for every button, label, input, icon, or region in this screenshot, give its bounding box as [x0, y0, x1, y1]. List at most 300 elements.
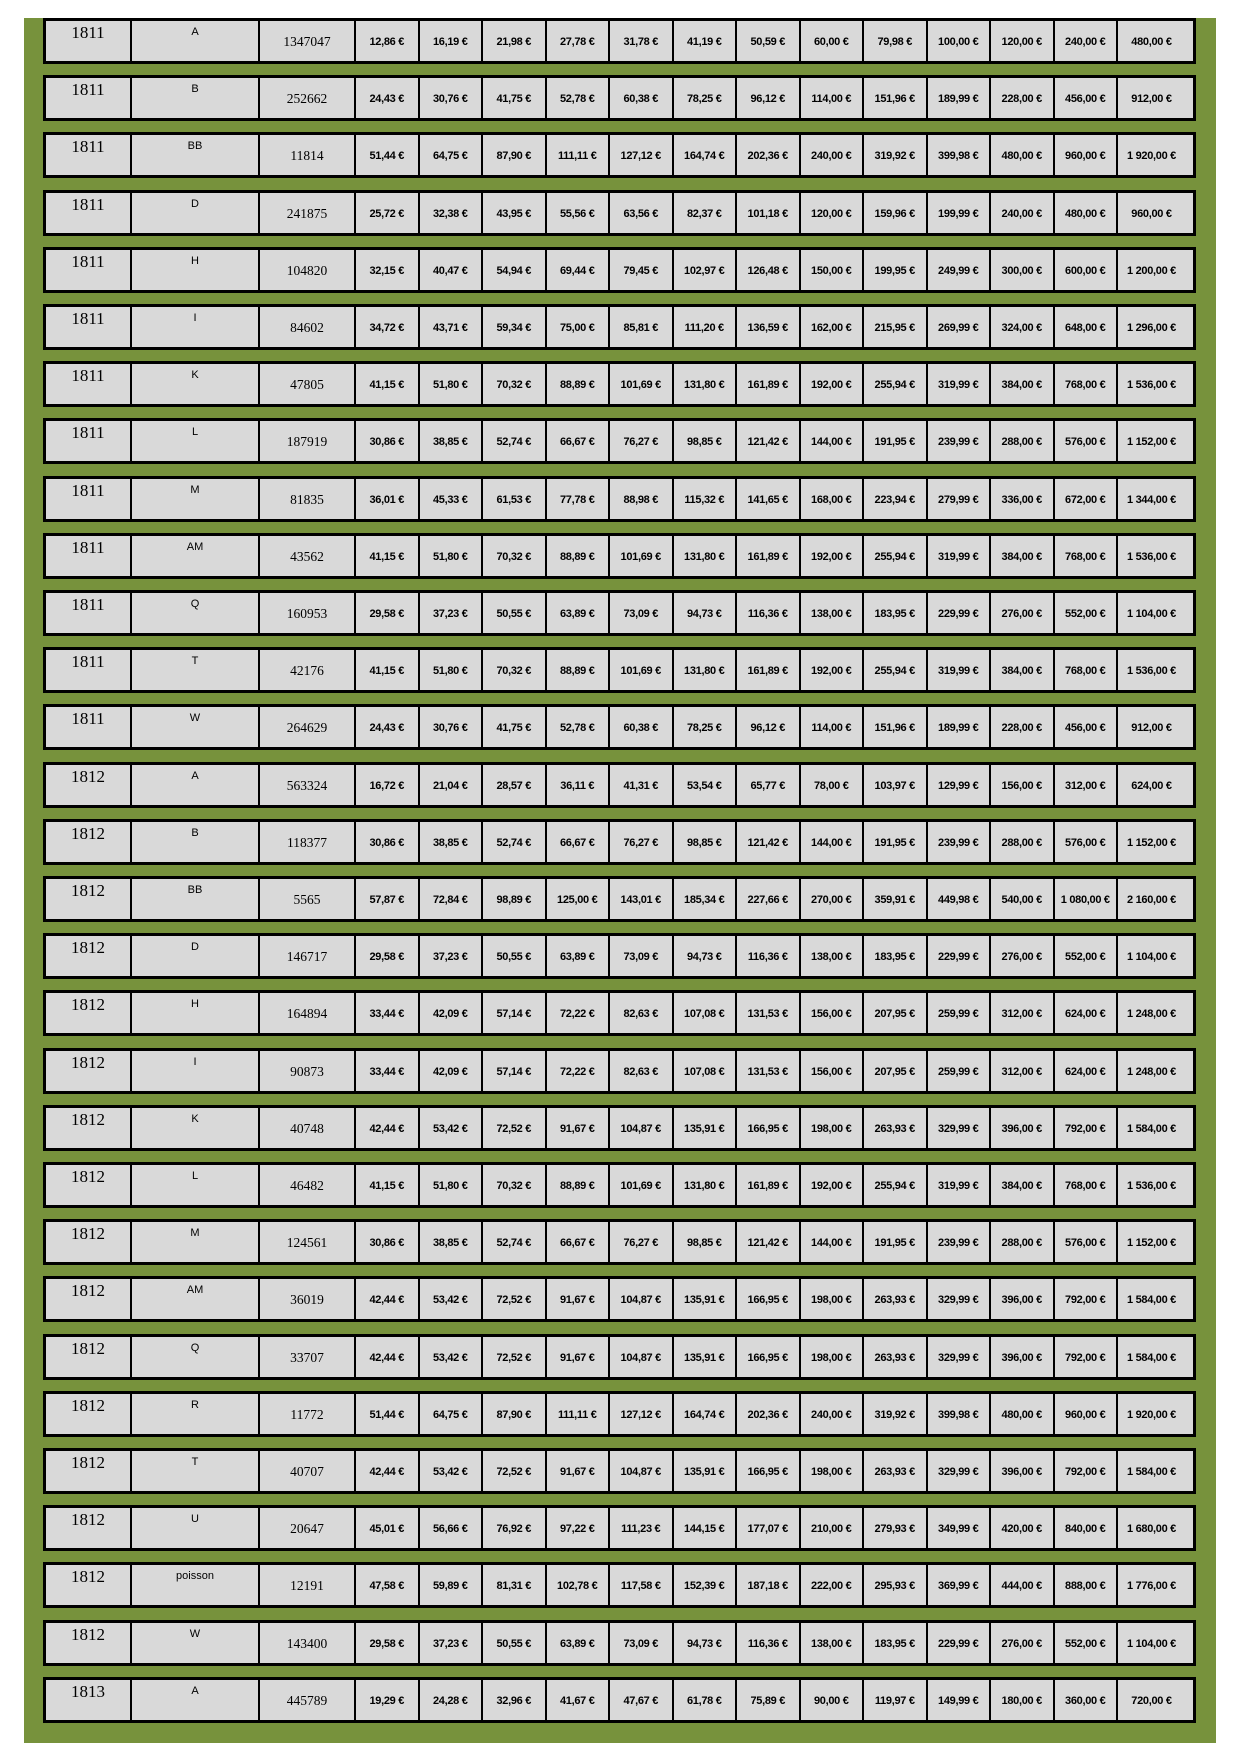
price-cell: 144,00 € [801, 822, 865, 862]
price-cell: 53,42 € [420, 1108, 484, 1148]
price-cell: 888,00 € [1055, 1565, 1119, 1605]
price-cell: 183,95 € [864, 1623, 928, 1663]
price-cell: 50,55 € [483, 1623, 547, 1663]
price-cell: 69,44 € [547, 250, 611, 290]
mint-mark-cell: T [132, 650, 260, 690]
price-cell: 88,89 € [547, 1165, 611, 1205]
price-cell: 101,69 € [610, 364, 674, 404]
price-cell: 144,00 € [801, 421, 865, 461]
price-cell: 384,00 € [991, 650, 1055, 690]
price-cell: 192,00 € [801, 1165, 865, 1205]
table-row [43, 418, 1196, 464]
price-cell: 792,00 € [1055, 1279, 1119, 1319]
price-cell: 103,97 € [864, 765, 928, 805]
price-cell: 319,92 € [864, 135, 928, 175]
price-cell: 2 160,00 € [1127, 894, 1176, 906]
price-cell: 1 152,00 € [1127, 1237, 1176, 1249]
price-cell: 384,00 € [991, 536, 1055, 576]
mint-mark-cell: T [132, 1451, 260, 1491]
price-cell: 164,74 € [674, 1394, 738, 1434]
price-cell: 228,00 € [991, 78, 1055, 118]
price-cell: 21,98 € [483, 21, 547, 61]
price-cell: 149,99 € [928, 1680, 992, 1720]
price-cell: 87,90 € [483, 1394, 547, 1434]
mint-mark-cell: D [132, 936, 260, 976]
price-cell: 336,00 € [991, 479, 1055, 519]
year-cell: 1813 [46, 1680, 132, 1720]
price-cell: 61,78 € [674, 1680, 738, 1720]
price-cell: 51,80 € [420, 1165, 484, 1205]
price-cell: 131,80 € [674, 536, 738, 576]
price-cell: 19,29 € [356, 1680, 420, 1720]
price-cell: 1 584,00 € [1127, 1123, 1176, 1135]
mintage-cell: 5565 [260, 879, 356, 919]
mintage-cell: 47805 [260, 364, 356, 404]
price-cell: 41,15 € [356, 650, 420, 690]
year-cell: 1812 [46, 1165, 132, 1205]
price-cell: 72,52 € [483, 1279, 547, 1319]
price-cell: 1 584,00 € [1127, 1294, 1176, 1306]
price-cell: 63,56 € [610, 193, 674, 233]
price-cell: 72,22 € [547, 993, 611, 1033]
price-cell: 384,00 € [991, 1165, 1055, 1205]
mintage-cell: 90873 [260, 1051, 356, 1091]
mint-mark-cell: B [132, 822, 260, 862]
price-cell: 107,08 € [674, 993, 738, 1033]
price-cell: 396,00 € [991, 1108, 1055, 1148]
price-cell: 329,99 € [928, 1279, 992, 1319]
mintage-cell: 40707 [260, 1451, 356, 1491]
table-row [43, 876, 1196, 922]
price-cell: 349,99 € [928, 1508, 992, 1548]
mintage-cell: 264629 [260, 707, 356, 747]
price-cell: 215,95 € [864, 307, 928, 347]
year-cell: 1812 [46, 936, 132, 976]
table-row [43, 1276, 1196, 1322]
price-cell: 38,85 € [420, 1222, 484, 1262]
price-cell: 624,00 € [1055, 993, 1119, 1033]
price-cell: 229,99 € [928, 936, 992, 976]
price-cell: 111,23 € [610, 1508, 674, 1548]
price-cell: 255,94 € [864, 536, 928, 576]
price-cell: 576,00 € [1055, 1222, 1119, 1262]
price-cell: 52,74 € [483, 421, 547, 461]
price-cell: 114,00 € [801, 707, 865, 747]
price-cell: 198,00 € [801, 1337, 865, 1377]
price-cell: 51,44 € [356, 135, 420, 175]
mint-mark-cell: K [132, 364, 260, 404]
price-cell: 540,00 € [991, 879, 1055, 919]
table-row [43, 304, 1196, 350]
mint-mark-cell: Q [132, 1337, 260, 1377]
price-cell: 600,00 € [1055, 250, 1119, 290]
price-cell: 47,58 € [356, 1565, 420, 1605]
year-cell: 1812 [46, 1394, 132, 1434]
price-cell: 87,90 € [483, 135, 547, 175]
price-cell: 96,12 € [737, 78, 801, 118]
price-cell: 31,78 € [610, 21, 674, 61]
table-row [43, 1334, 1196, 1380]
price-cell: 202,36 € [737, 135, 801, 175]
year-cell: 1811 [46, 536, 132, 576]
price-cell: 240,00 € [801, 1394, 865, 1434]
mint-mark-cell: K [132, 1108, 260, 1148]
price-cell: 57,14 € [483, 1051, 547, 1091]
mintage-cell: 563324 [260, 765, 356, 805]
price-cell: 60,38 € [610, 78, 674, 118]
price-cell: 319,99 € [928, 1165, 992, 1205]
price-cell: 50,59 € [737, 21, 801, 61]
price-cell: 101,18 € [737, 193, 801, 233]
price-cell: 187,18 € [737, 1565, 801, 1605]
mint-mark-cell: D [132, 193, 260, 233]
price-cell: 12,86 € [356, 21, 420, 61]
year-cell: 1811 [46, 364, 132, 404]
price-cell: 191,95 € [864, 421, 928, 461]
table-row [43, 590, 1196, 636]
price-cell: 239,99 € [928, 421, 992, 461]
price-cell: 30,76 € [420, 707, 484, 747]
year-cell: 1811 [46, 307, 132, 347]
price-cell: 420,00 € [991, 1508, 1055, 1548]
price-cell: 127,12 € [610, 1394, 674, 1434]
price-cell: 104,87 € [610, 1279, 674, 1319]
price-cell: 102,78 € [547, 1565, 611, 1605]
price-cell: 369,99 € [928, 1565, 992, 1605]
price-cell: 64,75 € [420, 135, 484, 175]
price-cell: 94,73 € [674, 1623, 738, 1663]
price-cell: 576,00 € [1055, 822, 1119, 862]
table-row [43, 1162, 1196, 1208]
price-cell: 37,23 € [420, 1623, 484, 1663]
price-cell: 1 296,00 € [1127, 322, 1176, 334]
price-cell: 120,00 € [991, 21, 1055, 61]
price-cell: 276,00 € [991, 593, 1055, 633]
mintage-cell: 187919 [260, 421, 356, 461]
price-cell: 279,93 € [864, 1508, 928, 1548]
price-cell: 360,00 € [1055, 1680, 1119, 1720]
price-cell: 768,00 € [1055, 650, 1119, 690]
price-cell: 168,00 € [801, 479, 865, 519]
price-cell: 1 536,00 € [1127, 379, 1176, 391]
price-cell: 77,78 € [547, 479, 611, 519]
year-cell: 1812 [46, 1451, 132, 1491]
table-row [43, 647, 1196, 693]
mint-mark-cell: W [132, 707, 260, 747]
price-cell: 131,80 € [674, 650, 738, 690]
price-cell: 88,98 € [610, 479, 674, 519]
table-row [43, 1448, 1196, 1494]
table-row [43, 819, 1196, 865]
price-cell: 52,74 € [483, 1222, 547, 1262]
price-cell: 1 200,00 € [1127, 265, 1176, 277]
price-cell: 263,93 € [864, 1337, 928, 1377]
table-row [43, 190, 1196, 236]
price-cell: 43,71 € [420, 307, 484, 347]
price-cell: 29,58 € [356, 1623, 420, 1663]
price-cell: 30,76 € [420, 78, 484, 118]
mintage-cell: 104820 [260, 250, 356, 290]
price-cell: 1 104,00 € [1127, 1638, 1176, 1650]
price-cell: 198,00 € [801, 1451, 865, 1491]
mintage-cell: 84602 [260, 307, 356, 347]
mintage-cell: 146717 [260, 936, 356, 976]
price-cell: 199,95 € [864, 250, 928, 290]
price-cell: 79,45 € [610, 250, 674, 290]
price-cell: 131,80 € [674, 1165, 738, 1205]
price-cell: 24,28 € [420, 1680, 484, 1720]
price-cell: 156,00 € [801, 1051, 865, 1091]
mint-mark-cell: W [132, 1623, 260, 1663]
mint-mark-cell: H [132, 993, 260, 1033]
price-cell: 227,66 € [737, 879, 801, 919]
price-cell: 141,65 € [737, 479, 801, 519]
price-cell: 98,85 € [674, 421, 738, 461]
price-cell: 91,67 € [547, 1279, 611, 1319]
price-cell: 50,55 € [483, 593, 547, 633]
price-cell: 63,89 € [547, 1623, 611, 1663]
price-cell: 126,48 € [737, 250, 801, 290]
price-cell: 259,99 € [928, 993, 992, 1033]
price-cell: 1 584,00 € [1127, 1466, 1176, 1478]
table-row [43, 476, 1196, 522]
table-row [43, 990, 1196, 1036]
price-cell: 319,92 € [864, 1394, 928, 1434]
price-cell: 329,99 € [928, 1337, 992, 1377]
price-cell: 116,36 € [737, 593, 801, 633]
price-cell: 21,04 € [420, 765, 484, 805]
price-cell: 25,72 € [356, 193, 420, 233]
price-cell: 82,63 € [610, 1051, 674, 1091]
table-row [43, 1219, 1196, 1265]
price-cell: 91,67 € [547, 1108, 611, 1148]
price-cell: 144,15 € [674, 1508, 738, 1548]
price-cell: 72,52 € [483, 1337, 547, 1377]
price-cell: 240,00 € [1055, 21, 1119, 61]
price-cell: 66,67 € [547, 1222, 611, 1262]
price-cell: 1 104,00 € [1127, 951, 1176, 963]
price-cell: 300,00 € [991, 250, 1055, 290]
price-cell: 121,42 € [737, 822, 801, 862]
price-cell: 552,00 € [1055, 936, 1119, 976]
price-cell: 1 104,00 € [1127, 608, 1176, 620]
price-cell: 72,52 € [483, 1108, 547, 1148]
price-cell: 131,53 € [737, 1051, 801, 1091]
price-cell: 72,22 € [547, 1051, 611, 1091]
mint-mark-cell: A [132, 765, 260, 805]
price-cell: 131,80 € [674, 364, 738, 404]
year-cell: 1811 [46, 21, 132, 61]
price-cell: 249,99 € [928, 250, 992, 290]
price-cell: 161,89 € [737, 1165, 801, 1205]
mint-mark-cell: BB [132, 879, 260, 919]
year-cell: 1812 [46, 1508, 132, 1548]
price-cell: 136,59 € [737, 307, 801, 347]
mint-mark-cell: poisson [132, 1565, 260, 1605]
price-cell: 138,00 € [801, 593, 865, 633]
price-cell: 42,44 € [356, 1108, 420, 1148]
price-cell: 72,84 € [420, 879, 484, 919]
price-cell: 121,42 € [737, 421, 801, 461]
price-cell: 36,01 € [356, 479, 420, 519]
price-cell: 115,32 € [674, 479, 738, 519]
mint-mark-cell: H [132, 250, 260, 290]
price-cell: 56,66 € [420, 1508, 484, 1548]
year-cell: 1811 [46, 650, 132, 690]
price-cell: 192,00 € [801, 536, 865, 576]
price-cell: 135,91 € [674, 1279, 738, 1319]
price-cell: 396,00 € [991, 1279, 1055, 1319]
price-cell: 576,00 € [1055, 421, 1119, 461]
price-cell: 16,72 € [356, 765, 420, 805]
price-cell: 228,00 € [991, 707, 1055, 747]
price-cell: 125,00 € [547, 879, 611, 919]
price-cell: 1 248,00 € [1127, 1008, 1176, 1020]
price-cell: 98,85 € [674, 1222, 738, 1262]
mintage-cell: 160953 [260, 593, 356, 633]
price-cell: 229,99 € [928, 593, 992, 633]
price-cell: 117,58 € [610, 1565, 674, 1605]
price-cell: 76,27 € [610, 1222, 674, 1262]
price-cell: 30,86 € [356, 1222, 420, 1262]
mint-mark-cell: L [132, 1165, 260, 1205]
year-cell: 1811 [46, 135, 132, 175]
price-cell: 159,96 € [864, 193, 928, 233]
mint-mark-cell: I [132, 307, 260, 347]
price-cell: 263,93 € [864, 1108, 928, 1148]
mintage-cell: 445789 [260, 1680, 356, 1720]
price-cell: 53,42 € [420, 1279, 484, 1319]
price-cell: 85,81 € [610, 307, 674, 347]
mintage-cell: 12191 [260, 1565, 356, 1605]
price-cell: 61,53 € [483, 479, 547, 519]
price-cell: 78,25 € [674, 78, 738, 118]
price-cell: 66,67 € [547, 822, 611, 862]
year-cell: 1811 [46, 78, 132, 118]
price-cell: 51,80 € [420, 536, 484, 576]
price-cell: 279,99 € [928, 479, 992, 519]
year-cell: 1811 [46, 593, 132, 633]
table-row [43, 18, 1196, 64]
table-row [43, 247, 1196, 293]
price-cell: 288,00 € [991, 421, 1055, 461]
price-cell: 41,67 € [547, 1680, 611, 1720]
price-cell: 183,95 € [864, 593, 928, 633]
price-cell: 53,54 € [674, 765, 738, 805]
price-cell: 552,00 € [1055, 593, 1119, 633]
mintage-cell: 36019 [260, 1279, 356, 1319]
mint-mark-cell: R [132, 1394, 260, 1434]
price-cell: 27,78 € [547, 21, 611, 61]
price-cell: 192,00 € [801, 364, 865, 404]
price-cell: 138,00 € [801, 936, 865, 976]
price-cell: 912,00 € [1131, 93, 1172, 105]
price-cell: 50,55 € [483, 936, 547, 976]
price-cell: 166,95 € [737, 1279, 801, 1319]
price-cell: 57,87 € [356, 879, 420, 919]
price-cell: 72,52 € [483, 1451, 547, 1491]
price-cell: 104,87 € [610, 1451, 674, 1491]
mintage-cell: 46482 [260, 1165, 356, 1205]
price-cell: 672,00 € [1055, 479, 1119, 519]
price-cell: 60,00 € [801, 21, 865, 61]
price-cell: 1 536,00 € [1127, 1180, 1176, 1192]
price-cell: 120,00 € [801, 193, 865, 233]
price-cell: 114,00 € [801, 78, 865, 118]
price-cell: 104,87 € [610, 1108, 674, 1148]
price-cell: 116,36 € [737, 936, 801, 976]
price-cell: 1 584,00 € [1127, 1352, 1176, 1364]
price-cell: 52,78 € [547, 78, 611, 118]
year-cell: 1812 [46, 822, 132, 862]
price-cell: 38,85 € [420, 421, 484, 461]
price-cell: 210,00 € [801, 1508, 865, 1548]
price-cell: 42,09 € [420, 993, 484, 1033]
price-cell: 52,74 € [483, 822, 547, 862]
price-cell: 34,72 € [356, 307, 420, 347]
price-cell: 104,87 € [610, 1337, 674, 1377]
price-cell: 1 344,00 € [1127, 494, 1176, 506]
price-cell: 81,31 € [483, 1565, 547, 1605]
price-cell: 1 152,00 € [1127, 436, 1176, 448]
price-cell: 100,00 € [928, 21, 992, 61]
price-cell: 29,58 € [356, 936, 420, 976]
mintage-cell: 81835 [260, 479, 356, 519]
price-cell: 32,96 € [483, 1680, 547, 1720]
price-cell: 102,97 € [674, 250, 738, 290]
mint-mark-cell: A [132, 21, 260, 61]
year-cell: 1811 [46, 707, 132, 747]
price-cell: 1 920,00 € [1127, 1409, 1176, 1421]
price-cell: 79,98 € [864, 21, 928, 61]
price-cell: 768,00 € [1055, 1165, 1119, 1205]
price-cell: 75,00 € [547, 307, 611, 347]
mint-mark-cell: Q [132, 593, 260, 633]
year-cell: 1812 [46, 1108, 132, 1148]
price-cell: 29,58 € [356, 593, 420, 633]
price-cell: 42,44 € [356, 1279, 420, 1319]
price-cell: 101,69 € [610, 536, 674, 576]
price-cell: 127,12 € [610, 135, 674, 175]
price-cell: 648,00 € [1055, 307, 1119, 347]
mintage-cell: 124561 [260, 1222, 356, 1262]
price-cell: 202,36 € [737, 1394, 801, 1434]
price-cell: 101,69 € [610, 650, 674, 690]
table-row [43, 361, 1196, 407]
price-cell: 41,15 € [356, 1165, 420, 1205]
price-cell: 55,56 € [547, 193, 611, 233]
price-cell: 319,99 € [928, 364, 992, 404]
price-cell: 768,00 € [1055, 536, 1119, 576]
price-cell: 480,00 € [1055, 193, 1119, 233]
price-cell: 1 152,00 € [1127, 837, 1176, 849]
price-cell: 53,42 € [420, 1337, 484, 1377]
price-cell: 150,00 € [801, 250, 865, 290]
price-cell: 41,19 € [674, 21, 738, 61]
price-cell: 276,00 € [991, 1623, 1055, 1663]
price-cell: 207,95 € [864, 993, 928, 1033]
table-row [43, 1677, 1196, 1723]
price-cell: 552,00 € [1055, 1623, 1119, 1663]
table-row [43, 762, 1196, 808]
price-cell: 164,74 € [674, 135, 738, 175]
price-cell: 88,89 € [547, 650, 611, 690]
price-cell: 152,39 € [674, 1565, 738, 1605]
price-cell: 138,00 € [801, 1623, 865, 1663]
table-row [43, 1620, 1196, 1666]
price-cell: 359,91 € [864, 879, 928, 919]
price-cell: 82,63 € [610, 993, 674, 1033]
